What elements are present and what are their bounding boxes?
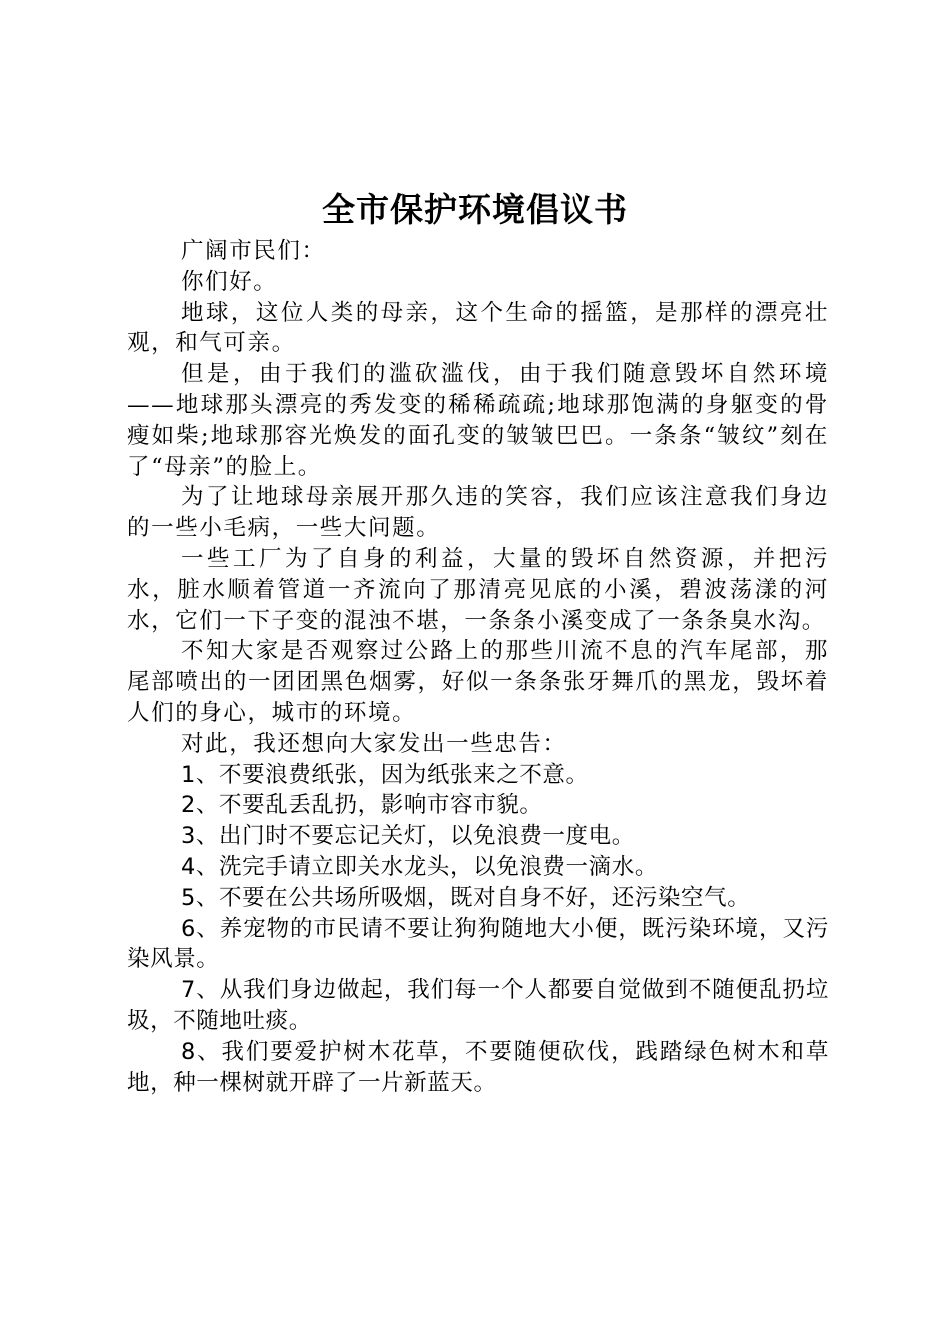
advice-item: 8、我们要爱护树木花草，不要随便砍伐，践踏绿色树木和草地，种一棵树就开辟了一片新蓝天。: [127, 1038, 829, 1096]
salutation: 广阔市民们：: [181, 238, 326, 264]
advice-item: 7、从我们身边做起，我们每一个人都要自觉做到不随便乱扔垃圾，不随地吐痰。: [127, 977, 829, 1034]
paragraph: 不知大家是否观察过公路上的那些川流不息的汽车尾部，那尾部喷出的一团团黑色烟雾，好似一条条张牙舞爪的黑龙，毁坏着人们的身心，城市的环境。: [127, 638, 829, 726]
paragraph: 为了让地球母亲展开那久违的笑容，我们应该注意我们身边的一些小毛病，一些大问题。: [127, 484, 829, 542]
paragraph: 一些工厂为了自身的利益，大量的毁坏自然资源，并把污水，脏水顺着管道一齐流向了那清亮见底的小溪，碧波荡漾的河水，它们一下子变的混浊不堪，一条条小溪变成了一条条臭水沟。: [127, 545, 829, 634]
document-title: 全市保护环境倡议书: [322, 190, 628, 229]
advice-item: 4、洗完手请立即关水龙头，以免浪费一滴水。: [181, 853, 658, 880]
greeting: 你们好。: [181, 268, 278, 295]
paragraph: 但是，由于我们的滥砍滥伐，由于我们随意毁坏自然环境——地球那头漂亮的秀发变的稀稀疏疏;地球那饱满的身躯变的骨瘦如柴;地球那容光焕发的面孔变的皱皱巴巴。一条条“皱纹”刻在了“母亲”的脸上。: [127, 361, 829, 480]
advice-item: 5、不要在公共场所吸烟，既对自身不好，还污染空气。: [181, 884, 751, 911]
advice-item: 6、养宠物的市民请不要让狗狗随地大小便，既污染环境，又污染风景。: [127, 915, 829, 973]
document-body: [127, 236, 829, 1098]
advice-item: 2、不要乱丢乱扔，影响市容市貌。: [181, 792, 543, 819]
advice-item: 1、不要浪费纸张，因为纸张来之不意。: [181, 761, 589, 788]
paragraph: 对此，我还想向大家发出一些忠告：: [181, 730, 567, 757]
advice-item: 3、出门时不要忘记关灯，以免浪费一度电。: [181, 823, 635, 850]
paragraph: 地球，这位人类的母亲，这个生命的摇篮，是那样的漂亮壮观，和气可亲。: [127, 299, 829, 357]
